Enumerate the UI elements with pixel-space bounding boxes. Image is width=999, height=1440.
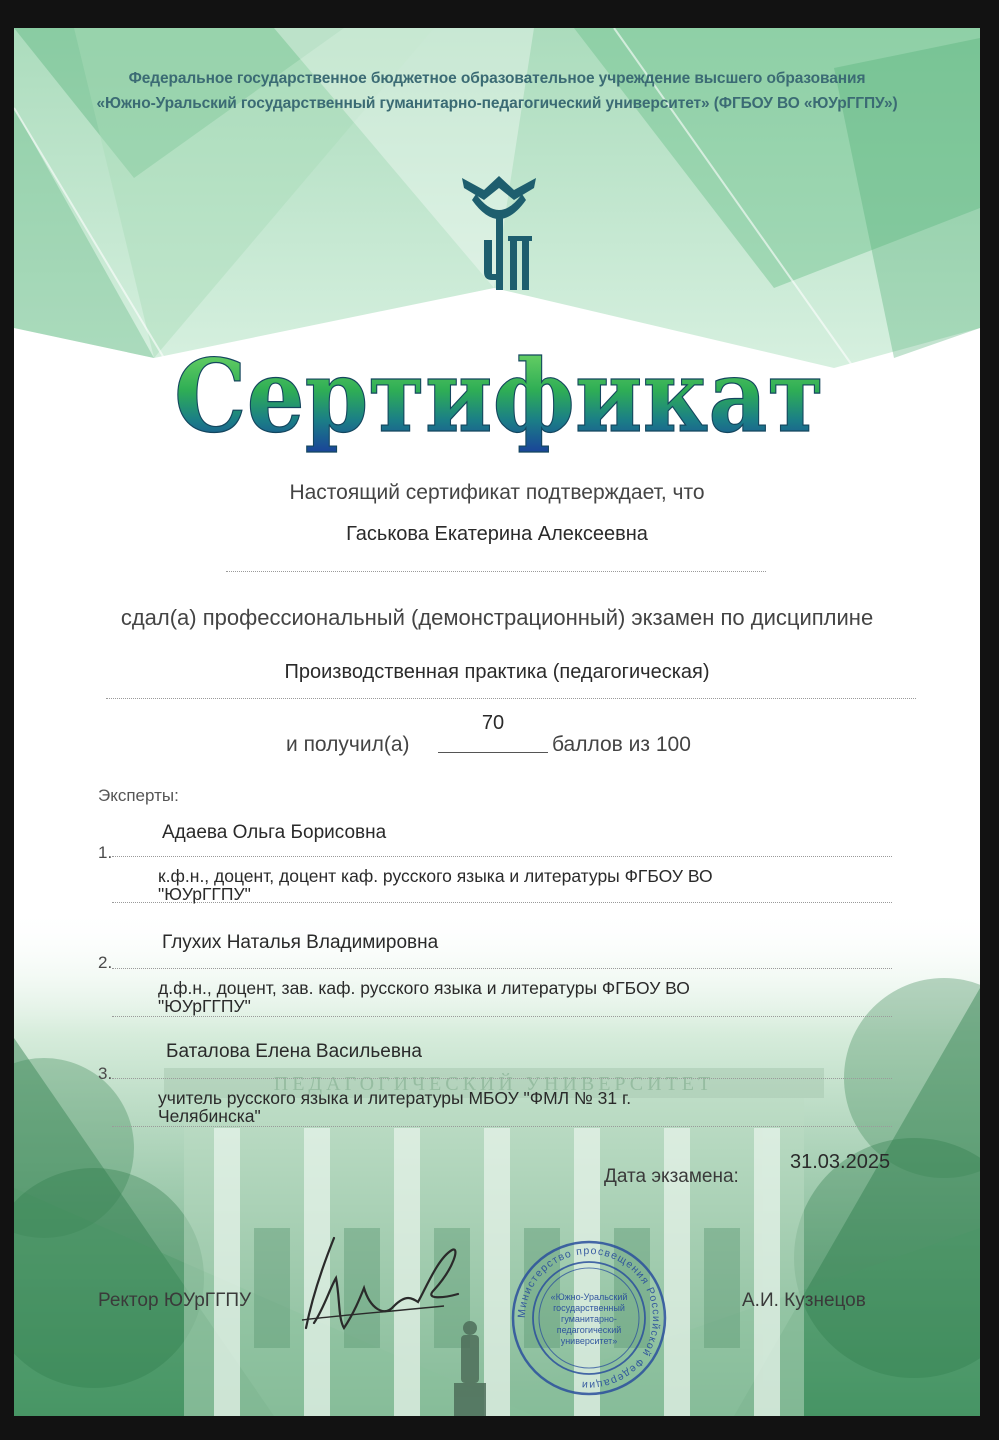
expert-1-desc-line	[112, 902, 892, 903]
certificate-sheet	[14, 28, 980, 1416]
exam-text: сдал(а) профессиональный (демонстрационный) экзамен по дисциплине	[120, 605, 874, 630]
stamp-outer-text: Министерство просвещения Российской Федерации	[515, 1244, 663, 1392]
expert-3-number: 3.	[98, 1064, 113, 1083]
score-value: 70	[481, 712, 505, 734]
rector-signature	[294, 1228, 464, 1338]
recipient-name: Гаськова Екатерина Алексеевна	[346, 523, 648, 545]
official-stamp	[509, 1238, 669, 1398]
stamp-line-2: государственный	[553, 1303, 625, 1313]
expert-1-name-line	[112, 856, 892, 857]
expert-3-desc-line	[112, 1126, 892, 1127]
score-prefix: и получил(а)	[286, 733, 410, 756]
expert-2-desc-line-2: "ЮУрГГПУ"	[158, 996, 251, 1016]
expert-2-desc-line	[112, 1016, 892, 1017]
header-line-1: Федеральное государственное бюджетное образовательное учреждение высшего образования	[128, 70, 866, 87]
expert-2-desc-line-1: д.ф.н., доцент, зав. каф. русского языка и литературы ФГБОУ ВО	[158, 978, 690, 998]
rector-name: А.И. Кузнецов	[742, 1290, 866, 1311]
stamp-line-5: университет»	[560, 1336, 618, 1346]
expert-1-name: Адаева Ольга Борисовна	[162, 822, 387, 843]
confirm-text: Настоящий сертификат подтверждает, что	[289, 481, 705, 504]
certificate-title-text: Сертификат	[174, 337, 824, 455]
rector-label: Ректор ЮУрГГПУ	[98, 1290, 252, 1311]
expert-2-name-line	[112, 968, 892, 969]
score-suffix: баллов из 100	[552, 733, 691, 756]
expert-1-desc-line-2: "ЮУрГГПУ"	[158, 884, 251, 904]
expert-1-desc-line-1: к.ф.н., доцент, доцент каф. русского языка и литературы ФГБОУ ВО	[158, 866, 713, 886]
discipline-name: Производственная практика (педагогическая)	[284, 661, 710, 683]
stamp-line-3: гуманитарно-	[561, 1314, 617, 1324]
university-logo-icon	[454, 168, 544, 293]
expert-1-number: 1.	[98, 843, 113, 862]
stamp-line-1: «Южно-Уральский	[550, 1292, 628, 1302]
discipline-underline	[106, 698, 916, 699]
building-inscription: ПЕДАГОГИЧЕСКИЙ УНИВЕРСИТЕТ	[273, 1073, 715, 1095]
header-line-2: «Южно-Уральский государственный гуманитарно-педагогический университет» (ФГБОУ ВО «ЮУрГГПУ»)	[96, 95, 898, 112]
certificate-title	[164, 323, 834, 463]
score-underline	[438, 752, 548, 753]
exam-date-label: Дата экзамена:	[604, 1166, 739, 1187]
exam-date-value: 31.03.2025	[790, 1151, 891, 1173]
recipient-underline	[226, 571, 766, 572]
stamp-line-4: педагогический	[556, 1325, 622, 1335]
expert-2-number: 2.	[98, 953, 113, 972]
expert-3-name-line	[112, 1078, 892, 1079]
expert-3-desc-line-1: учитель русского языка и литературы МБОУ "ФМЛ № 31 г.	[158, 1088, 632, 1108]
expert-3-desc-line-2: Челябинска"	[158, 1106, 261, 1126]
expert-2-name: Глухих Наталья Владимировна	[162, 932, 439, 953]
experts-label: Эксперты:	[98, 786, 179, 805]
expert-3-name: Баталова Елена Васильевна	[166, 1041, 422, 1062]
